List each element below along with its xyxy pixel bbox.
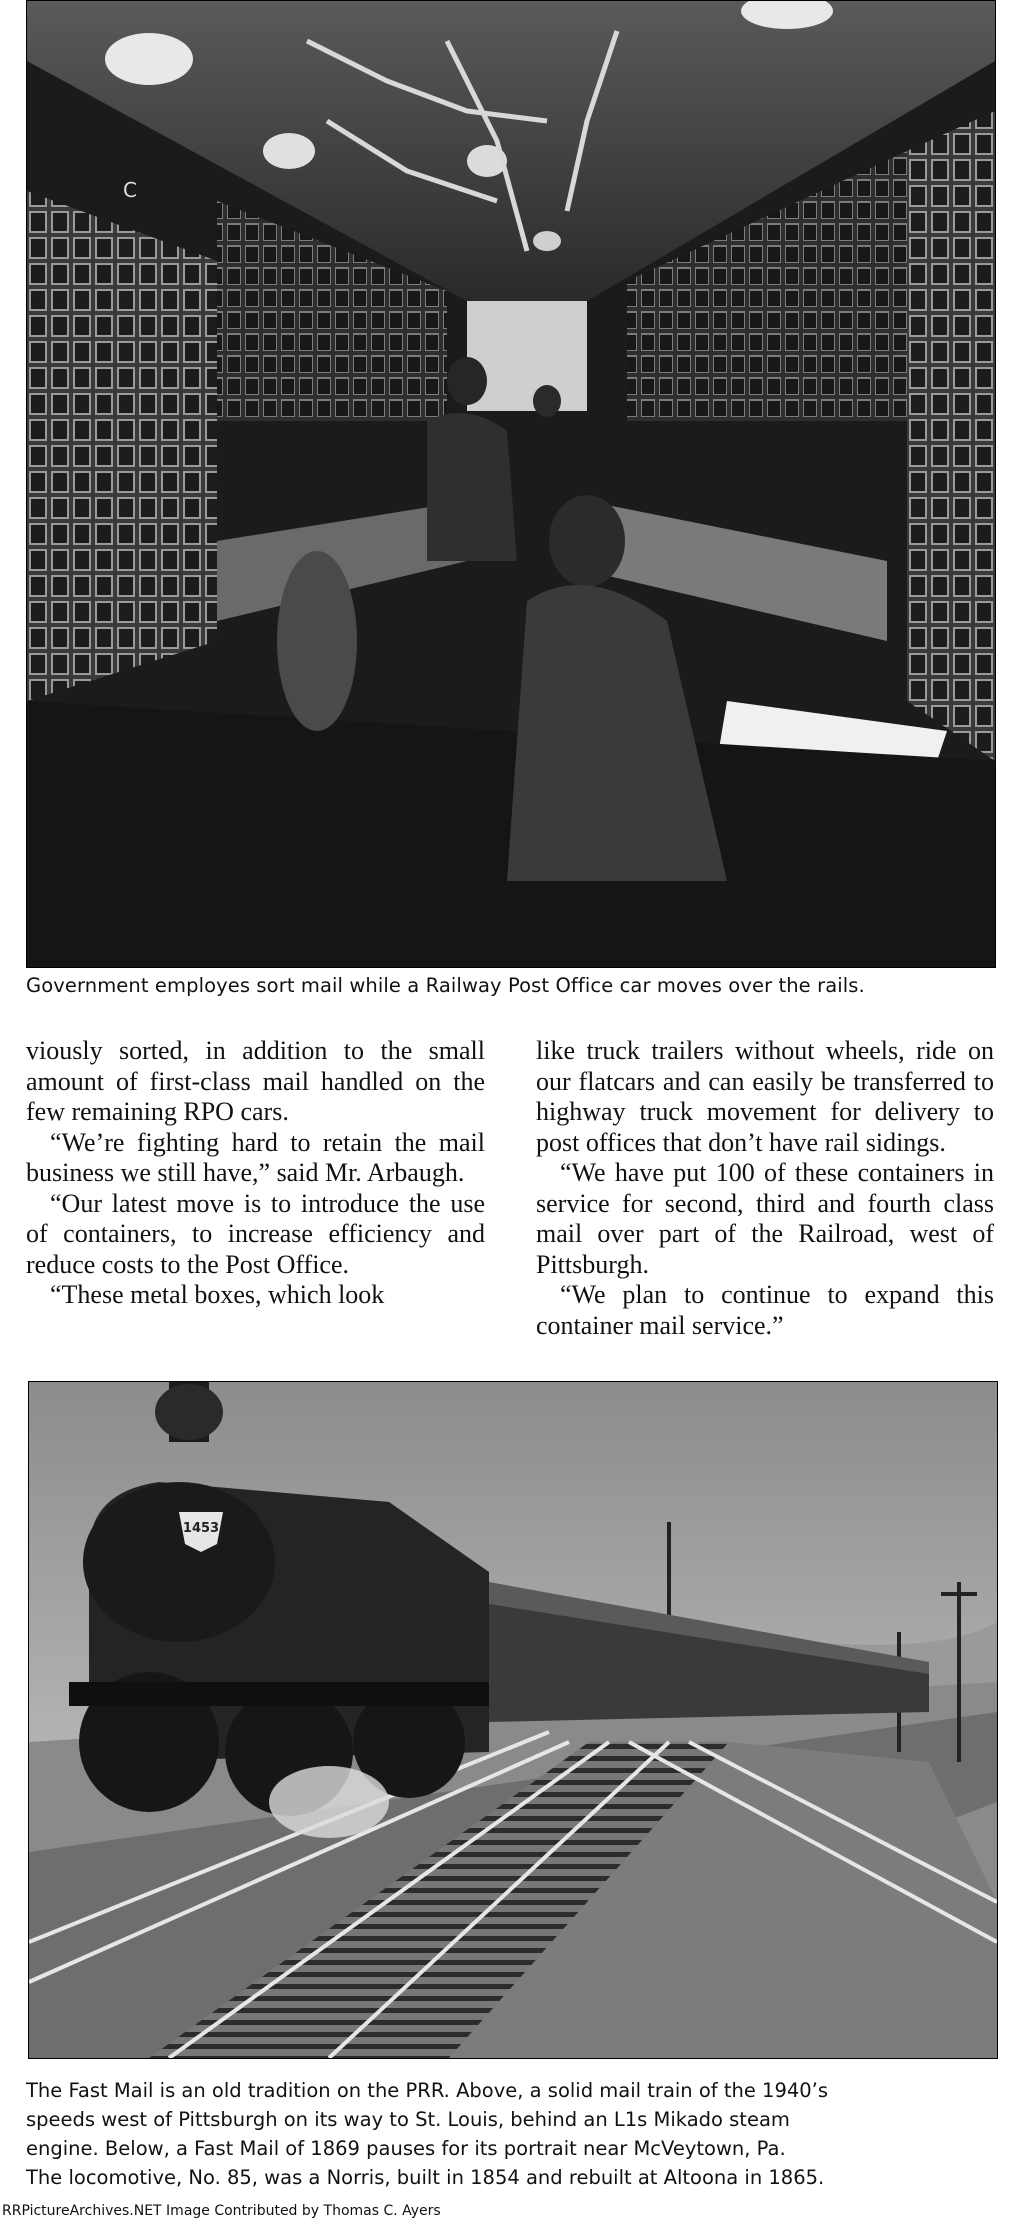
left-paragraph-2: “We’re fighting hard to retain the mail business we still have,” said Mr. Arbaugh. [26, 1127, 485, 1187]
right-paragraph-3: “We plan to continue to expand this container mail service.” [536, 1280, 994, 1340]
right-paragraph-1: like truck trailers without wheels, ride on our flatcars and can easily be transferred to highway truck movement for delivery to post offices that don’t have rail sidings. [536, 1036, 994, 1157]
article-left-column [26, 1036, 485, 1311]
bottom-photo-caption [26, 2076, 998, 2192]
left-paragraph-1: viously sorted, in addition to the small amount of first-class mail handled on the few remaining RPO cars. [26, 1036, 485, 1126]
locomotive-number-plate: 1453 [182, 1521, 220, 1536]
right-paragraph-2: “We have put 100 of these containers in service for second, third and fourth class mail over part of the Railroad, west of Pittsburgh. [536, 1158, 994, 1279]
bottom-caption-line-3: engine. Below, a Fast Mail of 1869 pauses for its portrait near McVeytown, Pa. [26, 2137, 786, 2160]
left-paragraph-3: “Our latest move is to introduce the use of containers, to increase efficiency and reduce costs to the Post Office. [26, 1188, 485, 1279]
rpo-car-interior-illustration [27, 1, 995, 967]
image-credit: RRPictureArchives.NET Image Contributed by Thomas C. Ayers [2, 2203, 441, 2219]
fast-mail-train-photo [28, 1381, 998, 2059]
wall-letter: C [123, 178, 137, 202]
left-paragraph-4: “These metal boxes, which look [50, 1280, 385, 1309]
bottom-caption-line-1: The Fast Mail is an old tradition on the PRR. Above, a solid mail train of the 1940’s [26, 2079, 829, 2102]
rpo-car-interior-photo [26, 0, 996, 968]
fast-mail-train-illustration [29, 1382, 997, 2058]
article-right-column [536, 1036, 994, 1341]
bottom-caption-line-2: speeds west of Pittsburgh on its way to St. Louis, behind an L1s Mikado steam [26, 2108, 790, 2131]
top-photo-caption: Government employes sort mail while a Railway Post Office car moves over the rails. [26, 974, 865, 997]
bottom-caption-line-4: The locomotive, No. 85, was a Norris, built in 1854 and rebuilt at Altoona in 1865. [26, 2166, 825, 2189]
